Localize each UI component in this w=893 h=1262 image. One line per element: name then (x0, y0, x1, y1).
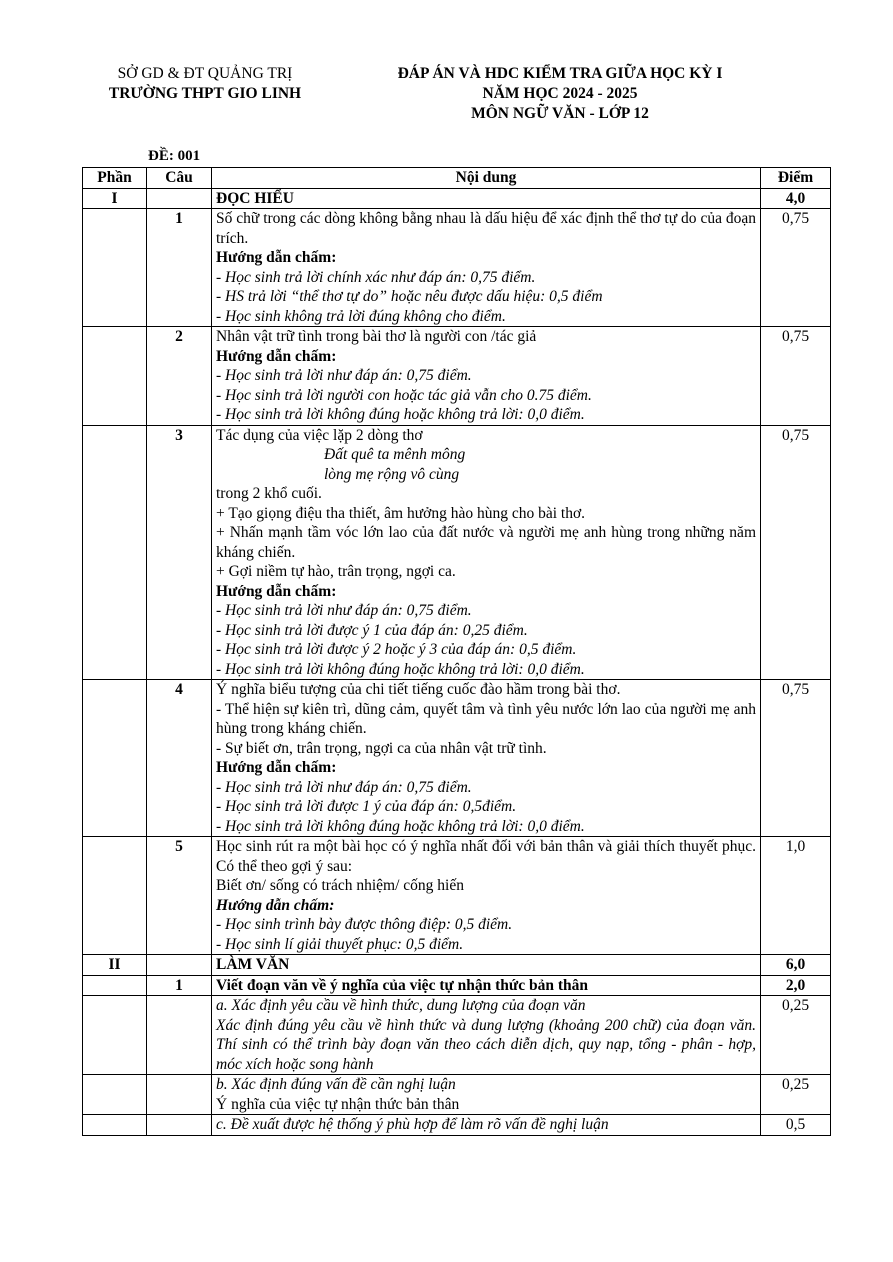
table-row (83, 425, 831, 680)
question-score: 2,0 (761, 975, 831, 996)
question-score: 0,75 (761, 425, 831, 680)
grading-heading: Hướng dẫn chấm: (216, 347, 337, 365)
answer-text: Học sinh rút ra một bài học có ý nghĩa nhất đối với bản thân và giải thích thuyết phục. Có thể theo gợi ý sau: (216, 838, 756, 875)
grading-line: - Học sinh trình bày được thông điệp: 0,5 điểm. (216, 916, 513, 933)
part-row (83, 955, 831, 976)
criterion-heading: c. Đề xuất được hệ thống ý phù hợp để làm rõ vấn đề nghị luận (216, 1116, 609, 1133)
table-row (83, 680, 831, 837)
grading-line: - Học sinh trả lời được ý 1 của đáp án: 0,25 điểm. (216, 621, 528, 639)
criterion-text: Ý nghĩa của việc tự nhận thức bản thân (216, 1095, 460, 1113)
poem-line: Đất quê ta mênh mông (324, 446, 466, 463)
question-score: 1,0 (761, 837, 831, 955)
table-row (83, 327, 831, 426)
question-number: 3 (147, 425, 212, 680)
criterion-text: Xác định đúng yêu cầu về hình thức và dung lượng (khoảng 200 chữ) của đoạn văn. Thí sinh có thể trình bày đoạn văn theo cách diễn dịch, quy nạp, tổng - phân - hợp, móc xích hoặc song hành (216, 1016, 756, 1073)
question-content (212, 837, 761, 955)
table-row (83, 996, 831, 1075)
criterion-content (212, 1115, 761, 1136)
answer-point: - Thể hiện sự kiên trì, dũng cảm, quyết tâm và tình yêu nước lớn lao của người mẹ anh hùng trong kháng chiến. (216, 700, 756, 737)
part-score: 6,0 (761, 955, 831, 976)
question-number: 1 (147, 975, 212, 996)
answer-text: Số chữ trong các dòng không bằng nhau là dấu hiệu để xác định thể thơ tự do của đoạn trích. (216, 210, 756, 247)
school-year: NĂM HỌC 2024 - 2025 (482, 85, 638, 102)
question-content (212, 327, 761, 426)
header-content: Nội dung (212, 168, 761, 189)
grading-line: - HS trả lời “thể thơ tự do” hoặc nêu được dấu hiệu: 0,5 điểm (216, 288, 603, 305)
part-row (83, 188, 831, 209)
grading-line: - Học sinh trả lời như đáp án: 0,75 điểm. (216, 602, 472, 619)
answer-table (82, 167, 831, 1136)
subject-grade: MÔN NGỮ VĂN - LỚP 12 (471, 105, 649, 122)
header-right (345, 64, 775, 124)
grading-line: - Học sinh trả lời chính xác như đáp án: 0,75 điểm. (216, 268, 536, 286)
header-part: Phần (83, 168, 147, 189)
school-name: TRƯỜNG THPT GIO LINH (108, 85, 302, 102)
question-content (212, 680, 761, 837)
question-score: 0,75 (761, 680, 831, 837)
question-number: 5 (147, 837, 212, 955)
criterion-heading: a. Xác định yêu cầu về hình thức, dung lượng của đoạn văn (216, 997, 586, 1014)
answer-point: + Tạo giọng điệu tha thiết, âm hưởng hào hùng cho bài thơ. (216, 504, 586, 522)
writing-task-title: Viết đoạn văn về ý nghĩa của việc tự nhận thức bản thân (212, 975, 761, 996)
answer-text: Ý nghĩa biểu tượng của chi tiết tiếng cuốc đào hầm trong bài thơ. (216, 681, 621, 698)
table-row (83, 209, 831, 327)
part-score: 4,0 (761, 188, 831, 209)
grading-heading: Hướng dẫn chấm: (216, 249, 337, 266)
question-content (212, 425, 761, 680)
answer-point: + Nhấn mạnh tầm vóc lớn lao của đất nước và người mẹ anh hùng trong những năm kháng chiến. (216, 524, 756, 561)
grading-line: - Học sinh không trả lời đúng không cho điểm. (216, 307, 506, 325)
grading-line: - Học sinh trả lời người con hoặc tác giả vẫn cho 0.75 điểm. (216, 386, 592, 404)
answer-point: + Gợi niềm tự hào, trân trọng, ngợi ca. (216, 563, 456, 580)
criterion-content (212, 1075, 761, 1115)
grading-line: - Học sinh trả lời không đúng hoặc không trả lời: 0,0 điểm. (216, 660, 585, 678)
question-number: 2 (147, 327, 212, 426)
grading-heading: Hướng dẫn chấm: (216, 896, 335, 914)
table-header-row (83, 168, 831, 189)
grading-line: - Học sinh lí giải thuyết phục: 0,5 điểm. (216, 935, 464, 953)
grading-line: - Học sinh trả lời không đúng hoặc không trả lời: 0,0 điểm. (216, 406, 585, 423)
grading-line: - Học sinh trả lời như đáp án: 0,75 điểm. (216, 367, 472, 384)
grading-line: - Học sinh trả lời được 1 ý của đáp án: 0,5điểm. (216, 798, 517, 815)
criterion-score: 0,5 (761, 1115, 831, 1136)
question-content (212, 209, 761, 327)
grading-line: - Học sinh trả lời được ý 2 hoặc ý 3 của đáp án: 0,5 điểm. (216, 641, 577, 658)
criterion-content (212, 996, 761, 1075)
answer-text: Nhân vật trữ tình trong bài thơ là người con /tác giả (216, 328, 537, 345)
poem-line: lòng mẹ rộng vô cùng (324, 465, 460, 483)
part-title: LÀM VĂN (212, 955, 761, 976)
answer-text: Tác dụng của việc lặp 2 dòng thơ (216, 426, 423, 444)
grading-line: - Học sinh trả lời như đáp án: 0,75 điểm. (216, 778, 472, 796)
part-number: II (83, 955, 147, 976)
table-row (83, 1075, 831, 1115)
header-score: Điểm (761, 168, 831, 189)
question-number: 4 (147, 680, 212, 837)
grading-heading: Hướng dẫn chấm: (216, 759, 337, 776)
header-left (70, 64, 340, 104)
document-title: ĐÁP ÁN VÀ HDC KIỂM TRA GIỮA HỌC KỲ I (397, 65, 723, 82)
question-score: 0,75 (761, 327, 831, 426)
question-number: 1 (147, 209, 212, 327)
table-row (83, 1115, 831, 1136)
criterion-score: 0,25 (761, 1075, 831, 1115)
question-score: 0,75 (761, 209, 831, 327)
exam-code: ĐỀ: 001 (148, 148, 201, 164)
table-row (83, 975, 831, 996)
answer-text: trong 2 khổ cuối. (216, 485, 322, 502)
answer-text: Biết ơn/ sống có trách nhiệm/ cống hiến (216, 877, 464, 894)
header-question: Câu (147, 168, 212, 189)
grading-heading: Hướng dẫn chấm: (216, 582, 337, 600)
grading-line: - Học sinh trả lời không đúng hoặc không trả lời: 0,0 điểm. (216, 817, 585, 835)
department-name: SỞ GD & ĐT QUẢNG TRỊ (117, 65, 293, 82)
part-title: ĐỌC HIỂU (212, 188, 761, 209)
criterion-score: 0,25 (761, 996, 831, 1075)
table-row (83, 837, 831, 955)
part-number: I (83, 188, 147, 209)
answer-point: - Sự biết ơn, trân trọng, ngợi ca của nhân vật trữ tình. (216, 739, 547, 757)
criterion-heading: b. Xác định đúng vấn đề cần nghị luận (216, 1076, 456, 1093)
